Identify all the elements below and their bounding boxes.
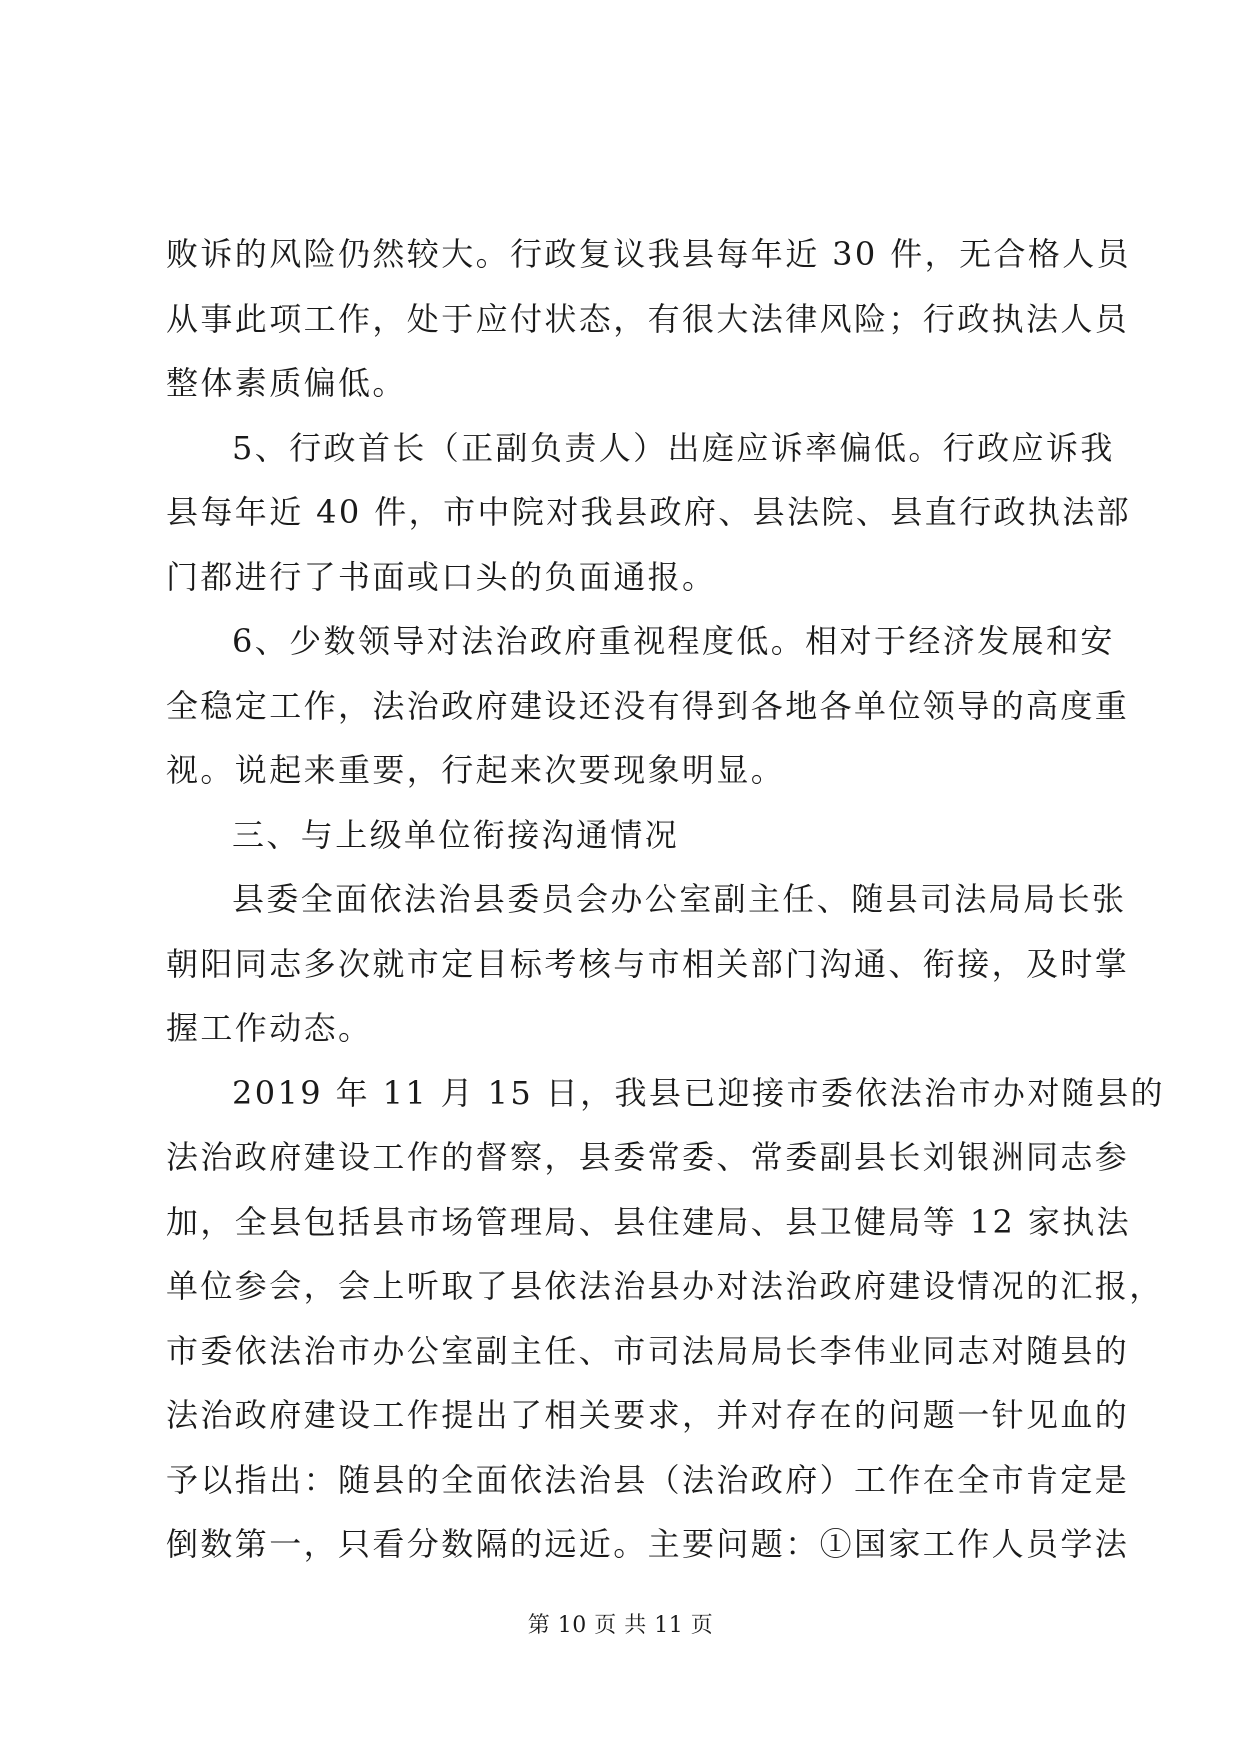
text-line: 门都进行了书面或口头的负面通报。	[166, 557, 717, 596]
text-line: 县每年近 40 件，市中院对我县政府、县法院、县直行政执法部	[166, 493, 1132, 531]
text-line: 整体素质偏低。	[166, 364, 407, 402]
text-line: 三、与上级单位衔接沟通情况	[232, 815, 680, 854]
paragraph-inspection	[166, 1061, 1165, 1577]
text-line: 加，全县包括县市场管理局、县住建局、县卫健局等 12 家执法	[166, 1202, 1132, 1241]
text-line: 败诉的风险仍然较大。行政复议我县每年近 30 件，无合格人员	[166, 235, 1132, 273]
text-line: 从事此项工作，处于应付状态，有很大法律风险；行政执法人员	[166, 299, 1130, 338]
text-line: 视。说起来重要，行起来次要现象明显。	[166, 751, 786, 789]
text-line: 倒数第一，只看分数隔的远近。主要问题：①国家工作人员学法	[166, 1525, 1130, 1563]
text-line: 予以指出：随县的全面依法治县（法治政府）工作在全市肯定是	[166, 1460, 1130, 1499]
text-line: 全稳定工作，法治政府建设还没有得到各地各单位领导的高度重	[166, 686, 1130, 725]
text-line: 法治政府建设工作的督察，县委常委、常委副县长刘银洲同志参	[166, 1138, 1130, 1176]
text-line: 5、行政首长（正副负责人）出庭应诉率偏低。行政应诉我	[232, 428, 1115, 467]
paragraph-continued	[166, 222, 1132, 416]
text-line: 县委全面依法治县委员会办公室副主任、随县司法局局长张	[232, 880, 1127, 918]
text-line: 握工作动态。	[166, 1009, 373, 1047]
text-line: 法治政府建设工作提出了相关要求，并对存在的问题一针见血的	[166, 1396, 1130, 1434]
paragraph-section-3-heading	[166, 803, 1086, 868]
text-line: 市委依法治市办公室副主任、市司法局局长李伟业同志对随县的	[166, 1331, 1130, 1370]
text-line: 单位参会，会上听取了县依法治县办对法治政府建设情况的汇报，	[166, 1267, 1164, 1305]
text-line: 2019 年 11 月 15 日，我县已迎接市委依法治市办对随县的	[232, 1073, 1165, 1112]
paragraph-item-5	[166, 416, 1132, 610]
text-line: 朝阳同志多次就市定目标考核与市相关部门沟通、衔接，及时掌	[166, 944, 1130, 983]
document-body	[166, 222, 1165, 1577]
paragraph-communication	[166, 867, 1130, 1061]
page-footer: 第 10 页 共 11 页	[527, 1613, 714, 1638]
text-line: 6、少数领导对法治政府重视程度低。相对于经济发展和安	[232, 622, 1115, 660]
paragraph-item-6	[166, 609, 1130, 803]
